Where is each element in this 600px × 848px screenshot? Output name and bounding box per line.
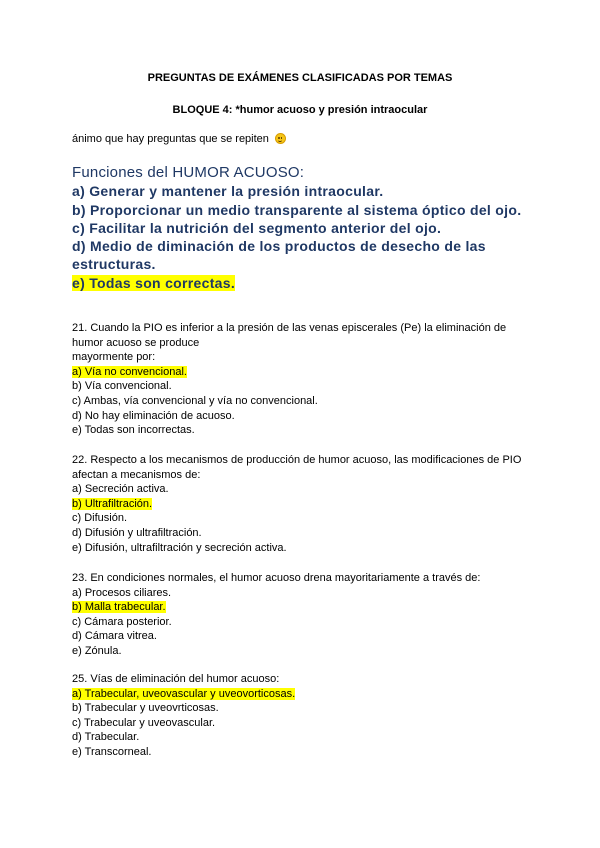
question-23-option-d: d) Cámara vitrea. bbox=[72, 630, 157, 643]
question-23 bbox=[72, 571, 542, 659]
question-22-option-d: d) Difusión y ultrafiltración. bbox=[72, 526, 202, 539]
question-23-option-b: b) Malla trabecular. bbox=[72, 601, 166, 614]
question-22-option-c: c) Difusión. bbox=[72, 512, 128, 525]
document-title: PREGUNTAS DE EXÁMENES CLASIFICADAS POR TEMAS bbox=[147, 72, 453, 84]
question-21-stem-line: 21. Cuando la PIO es inferior a la presión de las venas episcerales (Pe) la eliminación de bbox=[72, 322, 507, 334]
question-25-option-c: c) Trabecular y uveovascular. bbox=[72, 716, 216, 729]
question-25-stem-line: 25. Vías de eliminación del humor acuoso: bbox=[72, 673, 280, 685]
question-21-stem-line: mayormente por: bbox=[72, 351, 156, 364]
question-25-option-e: e) Transcorneal. bbox=[72, 745, 152, 758]
question-23-option-e: e) Zónula. bbox=[72, 644, 122, 657]
question-21-option-a: a) Vía no convencional. bbox=[72, 365, 187, 378]
question-22-option-b-row bbox=[72, 497, 542, 512]
question-25-option-b: b) Trabecular y uveovrticosas. bbox=[72, 702, 219, 715]
question-25-option-a-row bbox=[72, 687, 542, 702]
question-25 bbox=[72, 672, 542, 760]
question-25-option-a: a) Trabecular, uveovascular y uveovorticosas. bbox=[72, 687, 296, 700]
question-21 bbox=[72, 321, 542, 438]
functions-option-d: d) Medio de diminación de los productos de desecho de las bbox=[72, 238, 486, 255]
block-subtitle: BLOQUE 4: *humor acuoso y presión intraocular bbox=[172, 104, 428, 116]
functions-option-c: c) Facilitar la nutrición del segmento anterior del ojo. bbox=[72, 219, 442, 236]
question-22 bbox=[72, 453, 542, 555]
functions-option-a: a) Generar y mantener la presión intraocular. bbox=[72, 183, 384, 200]
question-22-option-a: a) Secreción activa. bbox=[72, 483, 169, 496]
question-21-option-d: d) No hay eliminación de acuoso. bbox=[72, 409, 235, 422]
question-22-option-b: b) Ultrafiltración. bbox=[72, 497, 153, 510]
functions-option-d-continued: estructuras. bbox=[72, 256, 156, 273]
intro-text: ánimo que hay preguntas que se repiten bbox=[72, 133, 269, 145]
question-22-stem-line: afectan a mecanismos de: bbox=[72, 468, 201, 481]
question-23-option-a: a) Procesos ciliares. bbox=[72, 586, 172, 599]
functions-option-e: e) Todas son correctas. bbox=[72, 274, 236, 291]
question-22-option-e: e) Difusión, ultrafiltración y secreción activa. bbox=[72, 541, 287, 554]
functions-heading: Funciones del HUMOR ACUOSO: bbox=[72, 164, 305, 181]
question-21-option-b: b) Vía convencional. bbox=[72, 380, 172, 393]
question-23-option-b-row bbox=[72, 600, 542, 615]
question-21-option-c: c) Ambas, vía convencional y vía no convencional. bbox=[72, 394, 318, 407]
question-23-option-c: c) Cámara posterior. bbox=[72, 615, 172, 628]
question-22-stem-line: 22. Respecto a los mecanismos de producción de humor acuoso, las modificaciones de PIO bbox=[72, 454, 522, 466]
question-21-option-e: e) Todas son incorrectas. bbox=[72, 424, 195, 437]
question-25-option-d: d) Trabecular. bbox=[72, 731, 140, 744]
intro-line bbox=[72, 133, 286, 145]
question-21-stem-line: humor acuoso se produce bbox=[72, 336, 200, 349]
functions-option-e-row bbox=[72, 274, 542, 292]
functions-option-b: b) Proporcionar un medio transparente al sistema óptico del ojo. bbox=[72, 201, 522, 218]
question-23-stem-line: 23. En condiciones normales, el humor acuoso drena mayoritariamente a través de: bbox=[72, 572, 481, 584]
slightly-smiling-face-icon bbox=[275, 133, 286, 144]
functions-question bbox=[72, 164, 542, 292]
question-21-option-a-row bbox=[72, 365, 542, 380]
